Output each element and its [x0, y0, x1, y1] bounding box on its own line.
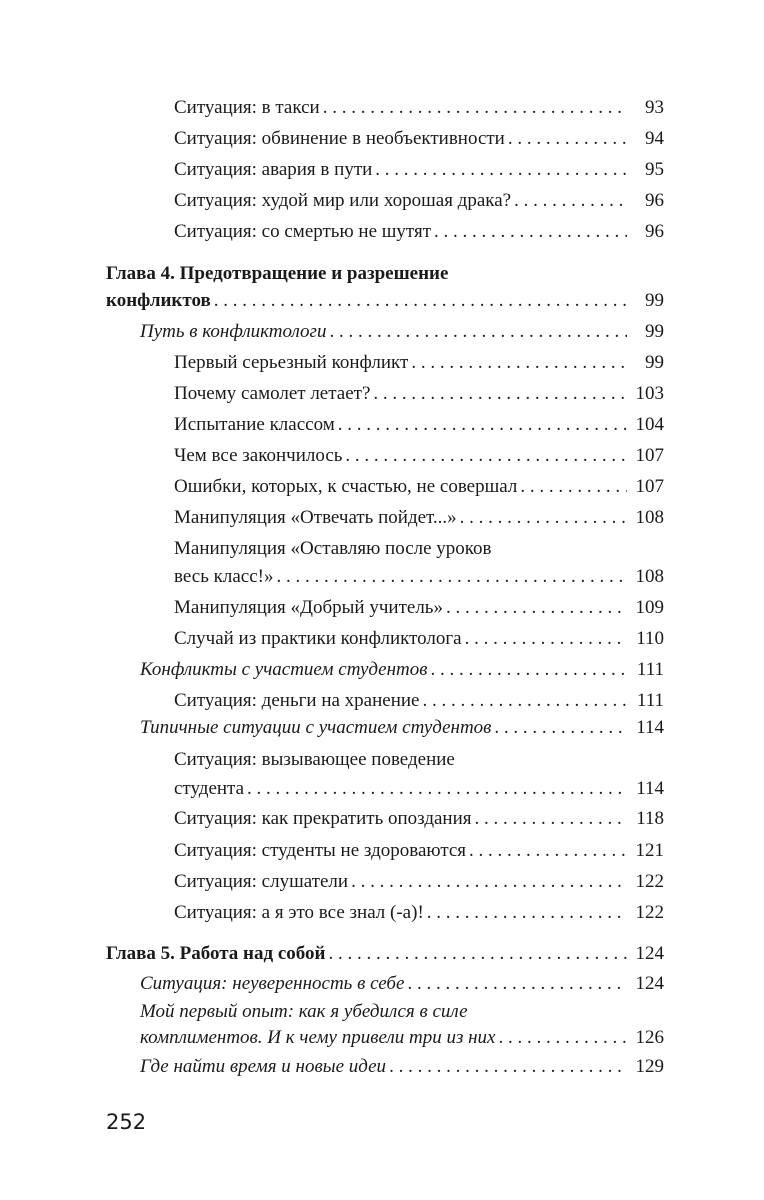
- entry-title: Ошибки, которых, к счастью, не совершал: [174, 476, 518, 497]
- entry-title: Чем все закончилось: [174, 445, 343, 466]
- dot-leader: [422, 690, 627, 712]
- toc-entry: [174, 445, 664, 467]
- toc-section: [140, 659, 664, 681]
- dot-leader: [276, 566, 627, 588]
- entry-page: 99: [645, 352, 664, 373]
- dot-leader: [475, 808, 627, 830]
- dot-leader: [247, 778, 627, 800]
- dot-leader: [494, 717, 627, 739]
- toc-entry: [174, 128, 664, 150]
- section-title: Ситуация: неуверенность в себе: [140, 973, 405, 994]
- entry-page: 108: [635, 566, 664, 587]
- toc-entry: [174, 97, 664, 119]
- toc-entry: [174, 190, 664, 212]
- section-page: 111: [636, 659, 664, 680]
- chapter-5-heading: [106, 943, 664, 965]
- entry-title: весь класс!»: [174, 566, 274, 587]
- toc-section: [140, 1056, 664, 1078]
- toc-entry: [174, 352, 664, 374]
- entry-title-line1: Манипуляция «Оставляю после уроков: [174, 538, 492, 559]
- entry-page: 95: [645, 159, 664, 180]
- entry-page: 109: [635, 597, 664, 618]
- entry-page: 93: [645, 97, 664, 118]
- dot-leader: [373, 383, 627, 405]
- dot-leader: [411, 352, 627, 374]
- toc-section: [140, 321, 664, 343]
- chapter-4-heading: [106, 290, 664, 312]
- entry-title: Ситуация: в такси: [174, 97, 320, 118]
- chapter-title: Глава 5. Работа над собой: [106, 943, 326, 964]
- entry-page: 94: [645, 128, 664, 149]
- dot-leader: [389, 1056, 627, 1078]
- dot-leader: [520, 476, 627, 498]
- toc-entry: [174, 414, 664, 436]
- entry-page: 111: [636, 690, 664, 711]
- dot-leader: [469, 840, 627, 862]
- section-page: 129: [635, 1056, 664, 1077]
- section-title-line1: Мой первый опыт: как я убедился в силе: [140, 1001, 468, 1022]
- dot-leader: [514, 190, 627, 212]
- entry-title: Почему самолет летает?: [174, 383, 371, 404]
- section-page: 99: [645, 321, 664, 342]
- entry-title: Ситуация: как прекратить опоздания: [174, 808, 472, 829]
- toc-entry: [174, 778, 664, 800]
- entry-page: 118: [636, 808, 664, 829]
- dot-leader: [214, 290, 627, 312]
- page-number: 252: [106, 1110, 147, 1134]
- toc-entry: [174, 476, 664, 498]
- entry-page: 121: [635, 840, 664, 861]
- entry-title: Ситуация: авария в пути: [174, 159, 373, 180]
- toc-entry: [174, 808, 664, 830]
- dot-leader: [351, 871, 627, 893]
- dot-leader: [328, 943, 627, 965]
- entry-title: Ситуация: деньги на хранение: [174, 690, 420, 711]
- dot-leader: [338, 414, 627, 436]
- entry-title: Ситуация: со смертью не шутят: [174, 221, 431, 242]
- entry-page: 107: [635, 445, 664, 466]
- dot-leader: [431, 659, 628, 681]
- entry-title: Манипуляция «Добрый учитель»: [174, 597, 443, 618]
- entry-title: Ситуация: слушатели: [174, 871, 349, 892]
- section-title: Путь в конфликтологи: [140, 321, 327, 342]
- dot-leader: [446, 597, 627, 619]
- toc-entry: [174, 597, 664, 619]
- dot-leader: [375, 159, 627, 181]
- entry-title: Ситуация: обвинение в необъективности: [174, 128, 505, 149]
- toc-entry: [174, 383, 664, 405]
- dot-leader: [427, 902, 627, 924]
- section-page: 124: [635, 973, 664, 994]
- entry-page: 110: [636, 628, 664, 649]
- chapter-page: 124: [635, 943, 664, 964]
- dot-leader: [434, 221, 627, 243]
- toc-entry: [174, 902, 664, 924]
- entry-page: 122: [635, 902, 664, 923]
- dot-leader: [329, 321, 627, 343]
- entry-title: Манипуляция «Отвечать пойдет...»: [174, 507, 457, 528]
- toc-entry: [174, 221, 664, 243]
- toc-entry: [174, 690, 664, 712]
- dot-leader: [498, 1027, 627, 1049]
- entry-title: Ситуация: худой мир или хорошая драка?: [174, 190, 512, 211]
- entry-page: 103: [635, 383, 664, 404]
- entry-title-line1: Ситуация: вызывающее поведение: [174, 749, 455, 770]
- chapter-4-title-line1: Глава 4. Предотвращение и разрешение: [106, 263, 449, 284]
- toc-entry: [174, 159, 664, 181]
- entry-page: 122: [635, 871, 664, 892]
- entry-page: 96: [645, 221, 664, 242]
- toc-entry: [174, 871, 664, 893]
- entry-title: Ситуация: а я это все знал (-а)!: [174, 902, 424, 923]
- entry-title: студента: [174, 778, 245, 799]
- toc-entry: [174, 566, 664, 588]
- toc-section: [140, 1027, 664, 1049]
- dot-leader: [323, 97, 627, 119]
- dot-leader: [345, 445, 627, 467]
- chapter-title: конфликтов: [106, 290, 211, 311]
- dot-leader: [407, 973, 627, 995]
- entry-page: 114: [636, 778, 664, 799]
- entry-page: 104: [635, 414, 664, 435]
- section-title: комплиментов. И к чему привели три из них: [140, 1027, 496, 1048]
- section-title: Конфликты с участием студентов: [140, 659, 428, 680]
- section-page: 126: [635, 1027, 664, 1048]
- entry-title: Ситуация: студенты не здороваются: [174, 840, 467, 861]
- chapter-page: 99: [645, 290, 664, 311]
- entry-page: 96: [645, 190, 664, 211]
- toc-entry: [174, 507, 664, 529]
- section-title: Типичные ситуации с участием студентов: [140, 717, 492, 738]
- entry-page: 108: [635, 507, 664, 528]
- toc-entry: [174, 840, 664, 862]
- entry-title: Случай из практики конфликтолога: [174, 628, 462, 649]
- toc-entry: [174, 628, 664, 650]
- section-page: 114: [636, 717, 664, 738]
- entry-page: 107: [635, 476, 664, 497]
- toc-section: [140, 973, 664, 995]
- toc-section: [140, 717, 664, 739]
- entry-title: Первый серьезный конфликт: [174, 352, 409, 373]
- section-title: Где найти время и новые идеи: [140, 1056, 387, 1077]
- dot-leader: [465, 628, 627, 650]
- dot-leader: [460, 507, 627, 529]
- dot-leader: [508, 128, 627, 150]
- entry-title: Испытание классом: [174, 414, 335, 435]
